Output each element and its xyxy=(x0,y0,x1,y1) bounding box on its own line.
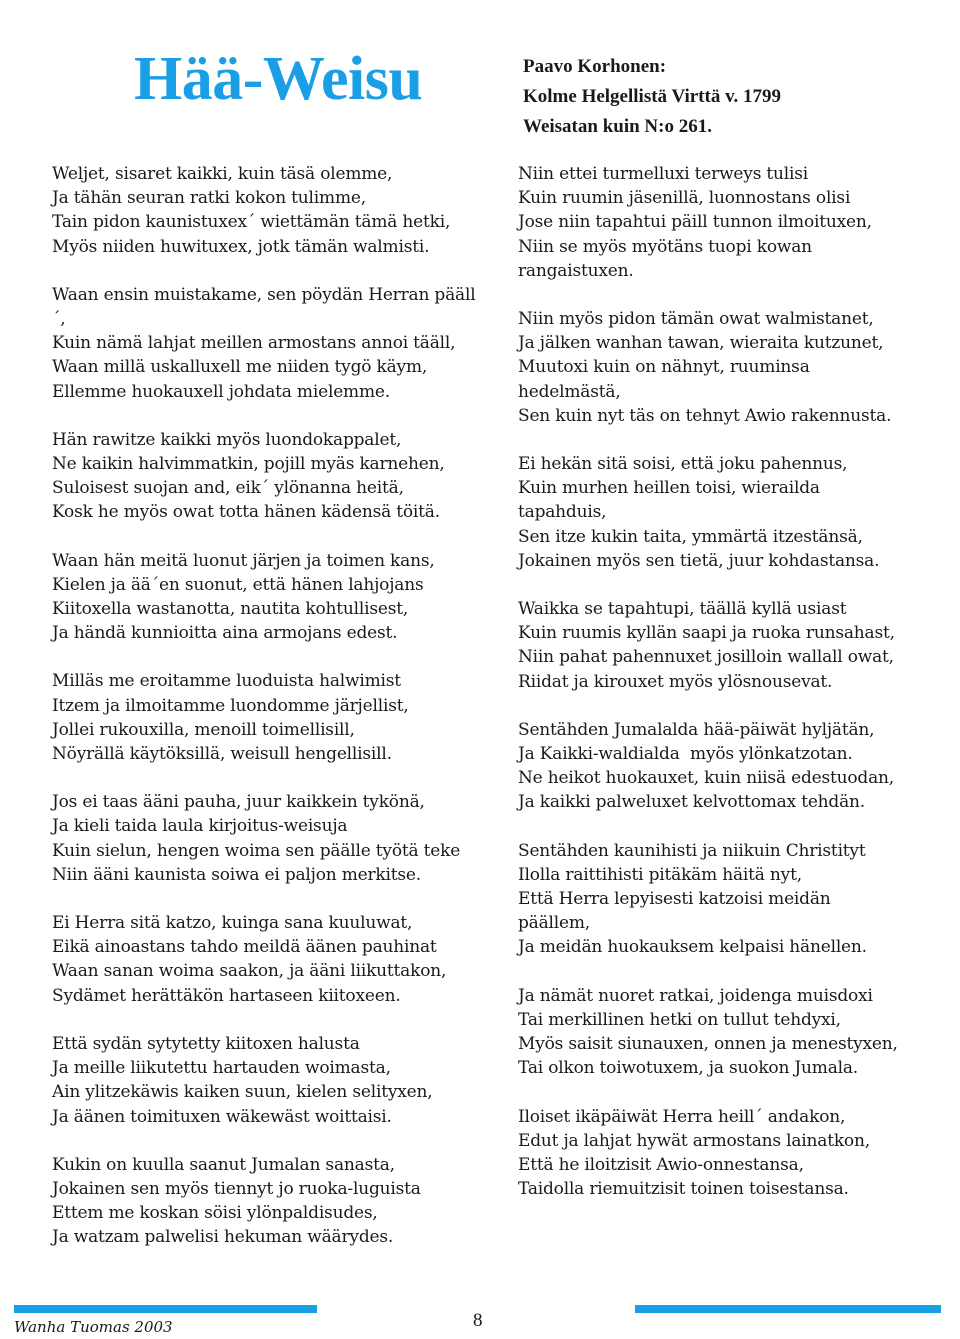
verse-line: Waan millä uskalluxell me niiden tygö käym, xyxy=(52,357,428,378)
verse-line: Tai olkon toiwotuxem, ja suokon Jumala. xyxy=(518,1058,859,1079)
verse-line: päällem, xyxy=(518,913,591,934)
footer-brand: Wanha Tuomas 2003 xyxy=(14,1318,173,1336)
verse-line: Ja händä kunnioitta aina armojans edest. xyxy=(52,623,398,644)
stanza xyxy=(518,839,913,960)
verse-line: Ei Herra sitä katzo, kuinga sana kuuluwat, xyxy=(52,913,413,934)
verse-line: Kuin ruumis kyllän saapi ja ruoka runsahast, xyxy=(518,623,895,644)
verse-line: Sentähden Jumalalda hää-päiwät hyljätän, xyxy=(518,719,875,740)
verse-line: Ilolla raittihisti pitäkäm häitä nyt, xyxy=(518,864,802,885)
stanza xyxy=(518,597,913,694)
verse-line: Jollei rukouxilla, menoill toimellisill, xyxy=(52,719,355,740)
verse-line: Että Herra lepyisesti katzoisi meidän xyxy=(518,889,831,910)
verse-line: Ja tähän seuran ratki kokon tulimme, xyxy=(52,188,366,209)
verse-line: Jokainen sen myös tiennyt jo ruoka-luguista xyxy=(52,1178,421,1199)
stanza xyxy=(52,669,477,766)
verse-line: Riidat ja kirouxet myös ylösnousevat. xyxy=(518,671,833,692)
footer-bar-right xyxy=(635,1305,941,1313)
verse-line: Waikka se tapahtupi, täällä kyllä usiast xyxy=(518,599,847,620)
verse-line: Ja watzam palwelisi hekuman wäärydes. xyxy=(52,1227,394,1248)
stanza xyxy=(52,162,477,259)
verse-line: Ei hekän sitä soisi, että joku pahennus, xyxy=(518,454,848,475)
verse-line: Waan ensin muistakame, sen pöydän Herran pääll´, xyxy=(52,284,476,330)
stanza xyxy=(518,1105,913,1202)
verse-line: Että he iloitzisit Awio-onnestansa, xyxy=(518,1154,804,1175)
verse-line: Että sydän sytytetty kiitoxen halusta xyxy=(52,1033,360,1054)
verse-line: Ja meille liikutettu hartauden woimasta, xyxy=(52,1058,391,1079)
verse-line: Tain pidon kaunistuxex´ wiettämän tämä hetki, xyxy=(52,212,451,233)
verse-line: Ettem me koskan söisi ylönpaldisudes, xyxy=(52,1203,378,1224)
verse-line: Myös niiden huwituxex, jotk tämän walmisti. xyxy=(52,236,430,257)
page-title: Hää-Weisu xyxy=(134,45,423,113)
byline-melody: Weisatan kuin N:o 261. xyxy=(523,116,712,137)
verse-line: Ne heikot huokauxet, kuin niisä edestuodan, xyxy=(518,768,895,789)
page-number: 8 xyxy=(473,1310,483,1331)
verse-line: Nöyrällä käytöksillä, weisull hengellisill. xyxy=(52,744,392,765)
verse-line: Eikä ainoastans tahdo meildä äänen pauhinat xyxy=(52,937,437,958)
stanza xyxy=(518,307,913,428)
verse-line: Tai merkillinen hetki on tullut tehdyxi, xyxy=(518,1009,841,1030)
verse-line: Ja äänen toimituxen wäkewäst woittaisi. xyxy=(52,1106,392,1127)
verse-line: Niin se myös myötäns tuopi kowan xyxy=(518,236,812,257)
stanza xyxy=(518,718,913,815)
verse-line: Sen itze kukin taita, ymmärtä itzestänsä, xyxy=(518,526,863,547)
stanza xyxy=(518,452,913,573)
verse-line: Iloiset ikäpäiwät Herra heill´ andakon, xyxy=(518,1106,846,1127)
verse-line: Ja kieli taida laula kirjoitus-weisuja xyxy=(52,816,348,837)
verse-line: Waan sanan woima saakon, ja ääni liikuttakon, xyxy=(52,961,447,982)
verse-line: Ja jälken wanhan tawan, wieraita kutzunet, xyxy=(518,333,884,354)
verse-line: Kuin nämä lahjat meillen armostans annoi tääll, xyxy=(52,333,456,354)
verse-line: Waan hän meitä luonut järjen ja toimen kans, xyxy=(52,550,435,571)
verse-line: Ne kaikin halvimmatkin, pojill myäs karnehen, xyxy=(52,454,445,475)
verse-line: Hän rawitze kaikki myös luondokappalet, xyxy=(52,429,402,450)
verse-line: Niin ettei turmelluxi terweys tulisi xyxy=(518,164,809,184)
footer-bar-left xyxy=(14,1305,317,1313)
verse-line: Kuin ruumin jäsenillä, luonnostans olisi xyxy=(518,188,851,209)
verse-line: Kiitoxella wastanotta, nautita kohtullisest, xyxy=(52,599,409,620)
verse-line: Niin pahat pahennuxet josilloin wallall owat, xyxy=(518,647,894,668)
stanza xyxy=(52,911,477,1008)
verse-line: Ja meidän huokauksem kelpaisi hänellen. xyxy=(518,937,867,958)
stanza xyxy=(52,1153,477,1250)
stanza xyxy=(518,984,913,1081)
verse-line: Ja nämät nuoret ratkai, joidenga muisdoxi xyxy=(518,985,873,1006)
verse-line: Kuin murhen heillen toisi, wierailda xyxy=(518,478,820,499)
stanza xyxy=(52,549,477,646)
verse-line: Muutoxi kuin on nähnyt, ruuminsa xyxy=(518,357,810,378)
verse-line: Taidolla riemuitzisit toinen toisestansa. xyxy=(518,1179,849,1200)
verse-line: Ja Kaikki-waldialda myös ylönkatzotan. xyxy=(518,744,853,765)
verse-line: Weljet, sisaret kaikki, kuin täsä olemme, xyxy=(52,164,393,184)
verse-line: Kielen ja ää´en suonut, että hänen lahjojans xyxy=(52,574,424,595)
verse-line: hedelmästä, xyxy=(518,381,621,402)
stanza xyxy=(52,1032,477,1129)
byline xyxy=(523,52,781,142)
verse-line: Myös saisit siunauxen, onnen ja menestyxen, xyxy=(518,1034,898,1055)
verse-line: Ain ylitzekäwis kaiken suun, kielen selityxen, xyxy=(52,1082,433,1103)
verse-line: tapahduis, xyxy=(518,502,607,523)
verse-line: Kuin sielun, hengen woima sen päälle työtä teke xyxy=(52,840,461,861)
stanza xyxy=(518,162,913,283)
verse-line: rangaistuxen. xyxy=(518,260,634,281)
stanza xyxy=(52,790,477,887)
verse-line: Kukin on kuulla saanut Jumalan sanasta, xyxy=(52,1154,395,1175)
verse-line: Sydämet herättäkön hartaseen kiitoxeen. xyxy=(52,985,401,1006)
right-column xyxy=(518,162,913,1225)
stanza xyxy=(52,428,477,525)
verse-line: Jose niin tapahtui päill tunnon ilmoituxen, xyxy=(518,212,872,233)
verse-line: Niin myös pidon tämän owat walmistanet, xyxy=(518,309,874,330)
verse-line: Suloisest suojan and, eik´ ylönanna heitä, xyxy=(52,478,404,499)
verse-line: Itzem ja ilmoitamme luondomme järjellist, xyxy=(52,695,409,716)
verse-line: Jokainen myös sen tietä, juur kohdastansa. xyxy=(518,550,880,571)
byline-author: Paavo Korhonen: xyxy=(523,56,667,77)
verse-line: Jos ei taas ääni pauha, juur kaikkein tykönä, xyxy=(52,792,425,813)
verse-line: Ellemme huokauxell johdata mielemme. xyxy=(52,381,390,402)
verse-line: Edut ja lahjat hywät armostans lainatkon, xyxy=(518,1130,870,1151)
verse-line: Sentähden kaunihisti ja niikuin Christityt xyxy=(518,840,866,861)
verse-line: Ja kaikki palweluxet kelvottomax tehdän. xyxy=(518,792,865,813)
verse-line: Niin ääni kaunista soiwa ei paljon merkitse. xyxy=(52,864,421,885)
byline-source: Kolme Helgellistä Virttä v. 1799 xyxy=(523,86,782,107)
verse-line: Kosk he myös owat totta hänen kädensä töitä. xyxy=(52,502,440,523)
left-column xyxy=(52,162,477,1274)
verse-line: Milläs me eroitamme luoduista halwimist xyxy=(52,671,401,692)
verse-line: Sen kuin nyt täs on tehnyt Awio rakennusta. xyxy=(518,405,892,426)
stanza xyxy=(52,283,477,404)
